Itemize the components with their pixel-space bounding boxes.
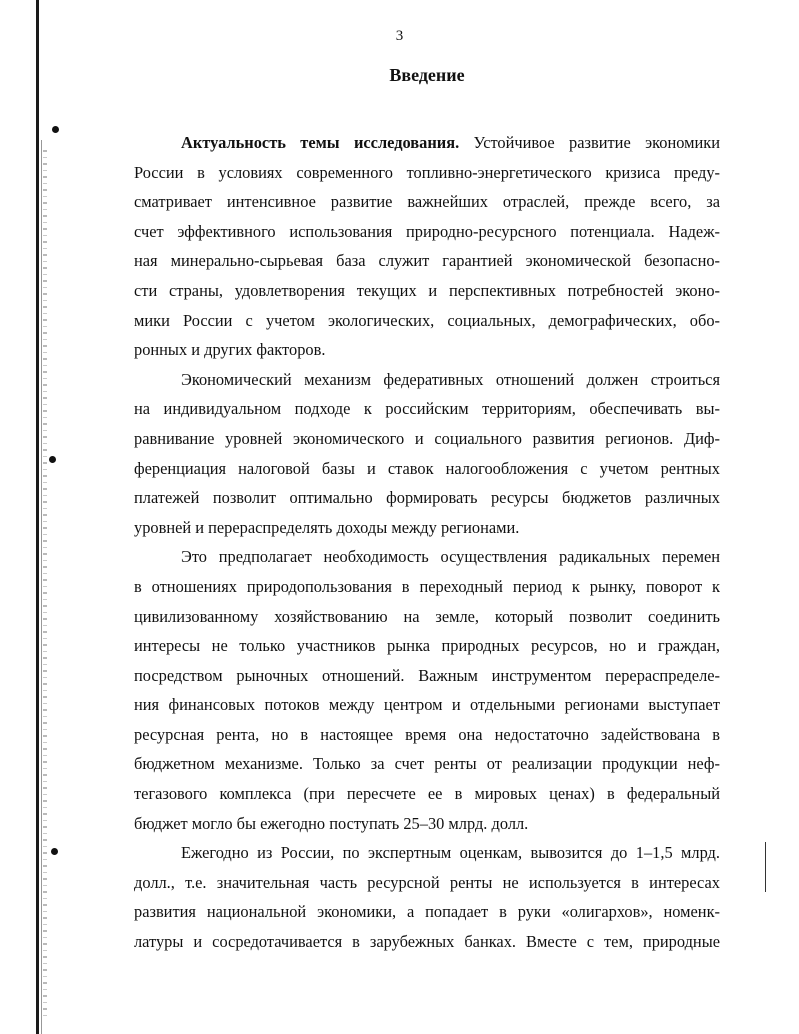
scan-right-mark — [765, 842, 766, 892]
paragraph-line: платежей позволит оптимально формировать ресурсы бюджетов различных — [134, 488, 720, 508]
binder-hole-mark — [52, 126, 59, 133]
paragraph-line: ференциация налоговой базы и ставок налогообложения с учетом рентных — [134, 458, 720, 478]
paragraph-line: долл., т.е. значительная часть ресурсной ренты не используется в интересах — [134, 872, 720, 892]
page-title: Введение — [389, 65, 465, 85]
paragraph-line: бюджет могло бы ежегодно поступать 25–30 млрд. долл. — [134, 813, 529, 833]
paragraph-line: сти страны, удовлетворения текущих и перспективных потребностей эконо- — [134, 280, 720, 300]
paragraph-line: Это предполагает необходимость осуществления радикальных перемен — [181, 547, 720, 567]
paragraph-line: цивилизованному хозяйствованию на земле, который позволит соединить — [134, 606, 720, 626]
paragraph-line: Актуальность темы исследования. Устойчивое развитие экономики — [181, 133, 720, 152]
paragraph-line: ронных и других факторов. — [134, 340, 326, 360]
paragraph-line: уровней и перераспределять доходы между регионами. — [134, 517, 520, 537]
scan-edge-noise — [43, 150, 47, 1020]
paragraph-line: развития национальной экономики, а попадает в руки «олигархов», номенк- — [134, 902, 720, 922]
binder-hole-mark — [49, 456, 56, 463]
paragraph-line: сматривает интенсивное развитие важнейших отраслей, прежде всего, за — [134, 192, 720, 212]
paragraph-line: России в условиях современного топливно-энергетического кризиса преду- — [134, 162, 720, 182]
paragraph-line: Ежегодно из России, по экспертным оценкам, вывозится до 1–1,5 млрд. — [181, 843, 720, 863]
paragraph-line: интересы не только участников рынка природных ресурсов, но и граждан, — [134, 636, 720, 656]
paragraph-line: в отношениях природопользования в переходный период к рынку, поворот к — [134, 576, 720, 596]
paragraph-line: бюджетном механизме. Только за счет ренты от реализации продукции неф- — [134, 754, 720, 774]
lead-heading: Актуальность темы исследования. — [181, 133, 460, 152]
paragraph-line: тегазового комплекса (при пересчете ее в мировых ценах) в федеральный — [134, 784, 720, 804]
body-text — [134, 128, 720, 957]
paragraph-line: мики России с учетом экологических, социальных, демографических, обо- — [134, 310, 720, 330]
paragraph-line: посредством рыночных отношений. Важным инструментом перераспределе- — [134, 665, 720, 685]
paragraph-line: латуры и сосредотачивается в зарубежных банках. Вместе с тем, природные — [134, 932, 720, 952]
paragraph-line: ресурсная рента, но в настоящее время она недостаточно задействована в — [134, 724, 720, 744]
paragraph-line: равнивание уровней экономического и социального развития регионов. Диф- — [134, 428, 720, 448]
paragraph-line: Экономический механизм федеративных отношений должен строиться — [181, 369, 720, 389]
paragraph-line: на индивидуальном подходе к российским территориям, обеспечивать вы- — [134, 399, 720, 419]
scan-edge-line-secondary — [41, 140, 42, 1034]
paragraph-line: счет эффективного использования природно-ресурсного потенциала. Надеж- — [134, 221, 720, 241]
page-number: 3 — [395, 28, 404, 44]
paragraph-line: ния финансовых потоков между центром и отдельными регионами выступает — [134, 695, 720, 715]
paragraph-line: ная минерально-сырьевая база служит гарантией экономической безопасно- — [134, 251, 720, 271]
binder-hole-mark — [51, 848, 58, 855]
scan-edge-line — [36, 0, 39, 1034]
